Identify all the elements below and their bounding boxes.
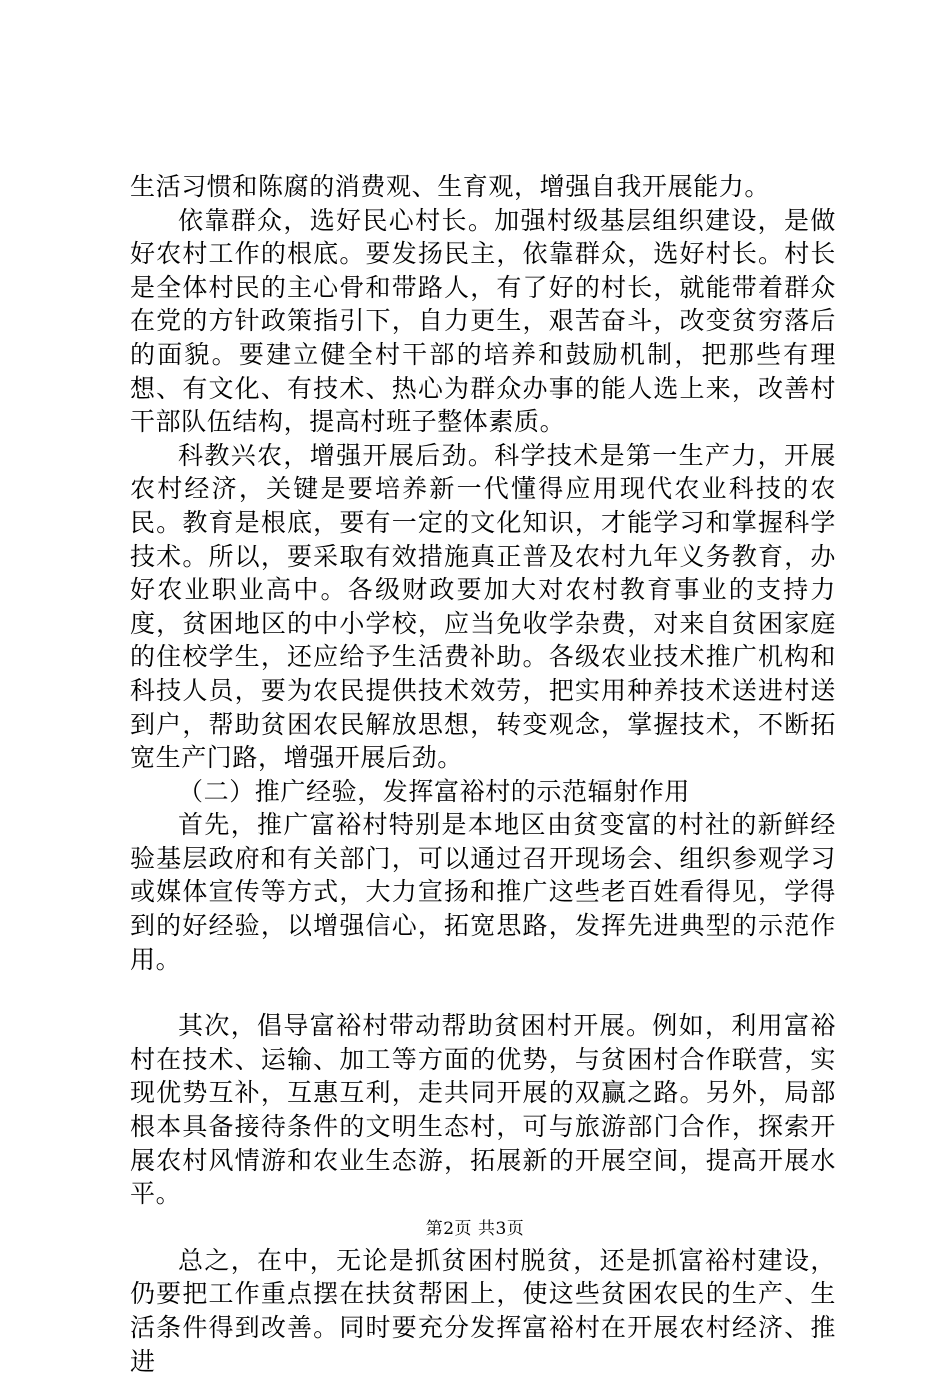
section-heading: （二）推广经验，发挥富裕村的示范辐射作用: [178, 776, 691, 806]
document-body: [130, 170, 836, 1378]
paragraph-continuation: 生活习惯和陈腐的消费观、生育观，增强自我开展能力。: [130, 172, 771, 201]
paragraph-village-head: 依靠群众，选好民心村长。加强村级基层组织建设，是做好农村工作的根底。要发扬民主，依靠群众，选好村长。村长是全体村民的主心骨和带路人，有了好的村长，就能带着群众在党的方针政策指引下，自力更生，艰苦奋斗，改变贫穷落后的面貌。要建立健全村干部的培养和鼓励机制，把那些有理想、有文化、有技术、热心为群众办事的能人选上来，改善村干部队伍结构，提高村班子整体素质。: [130, 205, 836, 437]
paragraph-summary: 总之，在中，无论是抓贫困村脱贫，还是抓富裕村建设，仍要把工作重点摆在扶贫帮困上，使这些贫困农民的生产、生活条件得到改善。同时要充分发挥富裕村在开展农村经济、推进: [130, 1245, 836, 1376]
page-number-footer: 第2页 共3页: [425, 1219, 525, 1239]
paragraph-science-education: 科教兴农，增强开展后劲。科学技术是第一生产力，开展农村经济，关键是要培养新一代懂得应用现代农业科技的农民。教育是根底，要有一定的文化知识，才能学习和掌握科学技术。所以，要采取有效措施真正普及农村九年义务教育，办好农业职业高中。各级财政要加大对农村教育事业的支持力度，贫困地区的中小学校，应当免收学杂费，对来自贫困家庭的住校学生，还应给予生活费补助。各级农业技术推广机构和科技人员，要为农民提供技术效劳，把实用种养技术送进村送到户，帮助贫困农民解放思想，转变观念，掌握技术，不断拓宽生产门路，增强开展后劲。: [130, 440, 836, 773]
paragraph-promote-experience: 首先，推广富裕村特别是本地区由贫变富的村社的新鲜经验基层政府和有关部门，可以通过召开现场会、组织参观学习或媒体宣传等方式，大力宣扬和推广这些老百姓看得见，学得到的好经验，以增强信心，拓宽思路，发挥先进典型的示范作用。: [130, 810, 836, 974]
paragraph-rich-help-poor: 其次，倡导富裕村带动帮助贫困村开展。例如，利用富裕村在技术、运输、加工等方面的优势，与贫困村合作联营，实现优势互补，互惠互利，走共同开展的双赢之路。另外，局部根本具备接待条件的文明生态村，可与旅游部门合作，探索开展农村风情游和农业生态游，拓展新的开展空间，提高开展水平。: [130, 1011, 836, 1209]
